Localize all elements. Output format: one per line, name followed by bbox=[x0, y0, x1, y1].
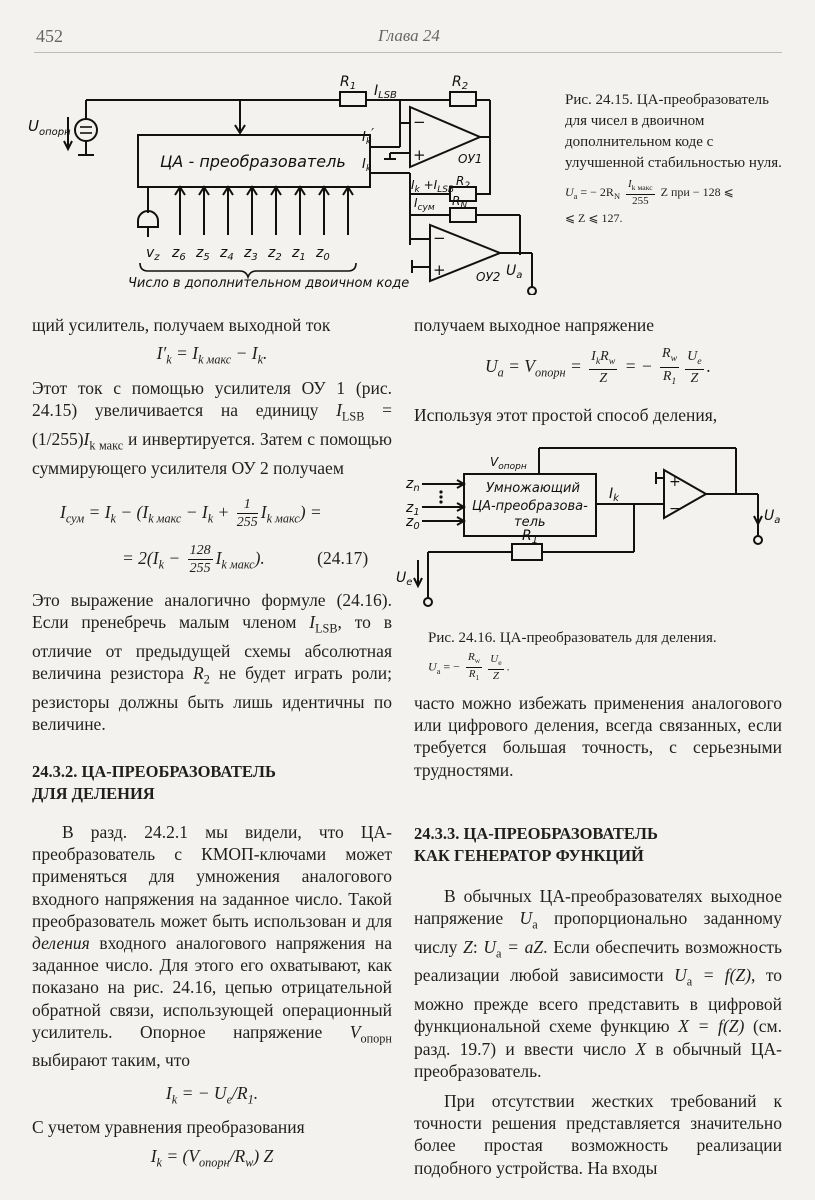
equation-ik-vop: $I_k = (V_{опорн}/R_w)$ Z bbox=[150, 1145, 274, 1170]
svg-text:Iсум: $I_{сум}$ bbox=[414, 196, 435, 213]
equation-ua: $U_a = V_{опорн}$ = $\frac{I_kR_w}{Z}$ = − $\frac{R_w}{R_1}$ $\frac{U_e}{Z}$ . bbox=[484, 346, 711, 387]
svg-text:z0: $z_0$ bbox=[316, 245, 330, 263]
svg-text:Умножающий: Умножающий bbox=[486, 481, 580, 496]
svg-text:Vопорн: $V_{опорн}$ bbox=[490, 455, 527, 472]
svg-text:Ik +ILSB: $I_k +I_{LSB}$ bbox=[411, 178, 455, 195]
bit-inputs bbox=[175, 187, 353, 235]
section-heading-24-3-3: 24.3.3. ЦА-ПРЕОБРАЗОВАТЕЛЬ КАК ГЕНЕРАТОР ФУНКЦИЙ bbox=[414, 823, 658, 865]
svg-text:+: + bbox=[433, 261, 446, 279]
svg-text:+: + bbox=[669, 474, 681, 490]
svg-text:ОУ2: ОУ2 bbox=[476, 270, 501, 284]
equation-isum-line-2: = $2(I_k$ − $\frac{128}{255}$ $I_{k макс}$). (24.17) bbox=[122, 542, 369, 576]
svg-text:z5: $z_5$ bbox=[196, 245, 210, 263]
section-heading-24-3-2: 24.3.2. ЦА-ПРЕОБРАЗОВАТЕЛЬ ДЛЯ ДЕЛЕНИЯ bbox=[32, 761, 276, 803]
dac-label: ЦА - преобразователь bbox=[160, 152, 346, 171]
resistor-r1-div bbox=[512, 544, 542, 560]
svg-text:R2: $R_2$ bbox=[452, 74, 469, 92]
right-paragraph-4: В обычных ЦА-преобразователях выходное напряжение $U_a$ пропорционально заданному числу Z: $U_a$ = aZ. Если обеспечить возможность реализации любой зависимости $U_a = f(Z)$, то можно прежде всего представить в цифровой функциональной схеме функцию X = f(Z) (см. разд. 19.7) и ввести число X в обычный ЦА-преобразователь. bbox=[414, 885, 783, 1081]
svg-text:vz: $v_z$ bbox=[146, 245, 160, 263]
svg-text:Ik: $I_k$ bbox=[609, 486, 619, 504]
right-paragraph-1: получаем выходное напряжение bbox=[414, 315, 655, 335]
svg-text:R2: $R_2$ bbox=[456, 174, 471, 191]
equation-number-24-17: (24.17) bbox=[317, 547, 369, 568]
right-paragraph-2: Используя этот простой способ деления, bbox=[414, 404, 718, 425]
left-paragraph-1: щий усилитель, получаем выходной ток bbox=[32, 315, 331, 335]
svg-text:RN: $R_N$ bbox=[452, 194, 468, 211]
right-column-bottom bbox=[414, 692, 782, 1179]
input-terminal-ue bbox=[424, 598, 432, 606]
svg-text:z1: $z_1$ bbox=[292, 245, 306, 263]
left-paragraph-3: Это выражение аналогично формуле (24.16). Если пренебречь малым членом $I_{LSB}$, то в отличие от предыдущей схемы абсолютная величина резистора $R_2$ не будет играть роли; резисторы должны быть лишь идентичны по величине. bbox=[32, 589, 393, 734]
right-column-top bbox=[414, 314, 782, 426]
page-number: 452 bbox=[36, 26, 63, 46]
svg-text:z4: $z_4$ bbox=[220, 245, 234, 263]
left-paragraph-5: С учетом уравнения преобразования bbox=[32, 1117, 305, 1138]
left-paragraph-2: Этот ток с помощью усилителя ОУ 1 (рис. 24.15) увеличивается на единицу $I_{LSB} = (1/255)I_{k макс}$ и инвертируется. Затем с помощью суммирующего усилителя ОУ 2 получаем bbox=[32, 377, 392, 478]
svg-text:z1: $z_1$ bbox=[406, 500, 420, 518]
left-paragraph-4: В разд. 24.2.1 мы видели, что ЦА-преобразователь с КМОП-ключами может применяться для умножения аналогового входного напряжения на заданное число. Такой преобразователь может быть использован и для деления входного аналогового напряжения на заданное число. Для этого его охватывают, как показано на рис. 24.16, цепью отрицательной обратной связи, использующей операционный усилитель. Опорное напряжение $V_{опорн}$ выбирают таким, что bbox=[32, 821, 392, 1071]
figure-24-15 bbox=[0, 55, 560, 295]
figure-24-16-formula: $U_a$ = − $\frac{R_w}{R_1}$ $\frac{U_e}{Z}$ . bbox=[428, 651, 510, 683]
output-terminal-ua bbox=[528, 287, 536, 295]
running-head: Глава 24 bbox=[378, 26, 440, 45]
svg-text:−: − bbox=[413, 113, 426, 131]
right-paragraph-3: часто можно избежать применения аналогового или цифрового деления, всегда связанных, если требуется большая точность, с серьезными трудностями. bbox=[414, 693, 782, 780]
reference-source bbox=[75, 119, 97, 141]
svg-text:zn: $z_n$ bbox=[406, 476, 420, 494]
figure-24-16 bbox=[394, 440, 794, 620]
header-rule bbox=[34, 52, 782, 53]
figure-24-16-caption: Рис. 24.16. ЦА-преобразователь для деления. $U_a$ = − $\frac{R_w}{R_1}$ $\frac{U_e}{Z}$ . bbox=[428, 628, 788, 684]
svg-text:Ue: $U_e$ bbox=[396, 570, 413, 588]
left-column bbox=[32, 314, 392, 1179]
svg-text:−: − bbox=[669, 501, 681, 517]
resistor-r1 bbox=[340, 92, 366, 106]
resistor-r2 bbox=[450, 92, 476, 106]
figure-24-15-sublabel: Число в дополнительном двоичном коде bbox=[128, 276, 410, 291]
svg-text:ILSB: $I_{LSB}$ bbox=[374, 83, 397, 101]
output-terminal-ua-div bbox=[754, 536, 762, 544]
svg-text:ОУ1: ОУ1 bbox=[458, 152, 483, 166]
figure-24-15-formula: $U_a$ = − $2R_N$ $\frac{I_{k макс}}{255}$ Z при − 128 ⩽ ⩽ Z ⩽ 127. bbox=[565, 178, 734, 226]
svg-text:Ik′: $I_k'$ bbox=[362, 127, 375, 147]
svg-text:z0: $z_0$ bbox=[406, 514, 420, 532]
svg-text:Ik: $I_k$ bbox=[362, 157, 372, 174]
figure-24-15-caption: Рис. 24.15. ЦА-преобразователь для чисел в двоичном дополнительном коде с улучшенной стабильностью нуля. $U_a$ = − $2R_N$ $\frac{I_{k макс}}{255}$ Z при − 128 ⩽ ⩽ Z ⩽ 127. bbox=[565, 90, 787, 229]
svg-text:R1: $R_1$ bbox=[522, 528, 539, 546]
svg-text:тель: тель bbox=[514, 515, 546, 530]
svg-text:z6: $z_6$ bbox=[172, 245, 186, 263]
svg-text:R1: $R_1$ bbox=[340, 74, 357, 92]
equation-ik-ue: $I_k$ = − $U_e/R_1$. bbox=[165, 1082, 259, 1107]
label-u-oporn: $U_{опорн}$ bbox=[28, 117, 71, 138]
svg-text:−: − bbox=[433, 229, 446, 247]
svg-text:Ua: $U_a$ bbox=[764, 508, 781, 526]
svg-text:Ua: $U_a$ bbox=[506, 263, 523, 281]
svg-text:z3: $z_3$ bbox=[244, 245, 258, 263]
equation-isum: $I_{сум} = I_k - (I_{k макс} - I_k$ + $\frac{1}{255}$ $I_{k макс}$) = bbox=[60, 496, 322, 530]
right-paragraph-5: При отсутствии жестких требований к точности решения представляется значительно более простая возможность реализации подобного устройства. На входы bbox=[414, 1090, 782, 1178]
svg-text:ЦА-преобразова-: ЦА-преобразова- bbox=[472, 499, 588, 514]
equation-ik-prime: $I'_k = I_{k макс} - I_k$. bbox=[156, 343, 268, 367]
svg-text:z2: $z_2$ bbox=[268, 245, 282, 263]
svg-text:+: + bbox=[413, 146, 426, 164]
